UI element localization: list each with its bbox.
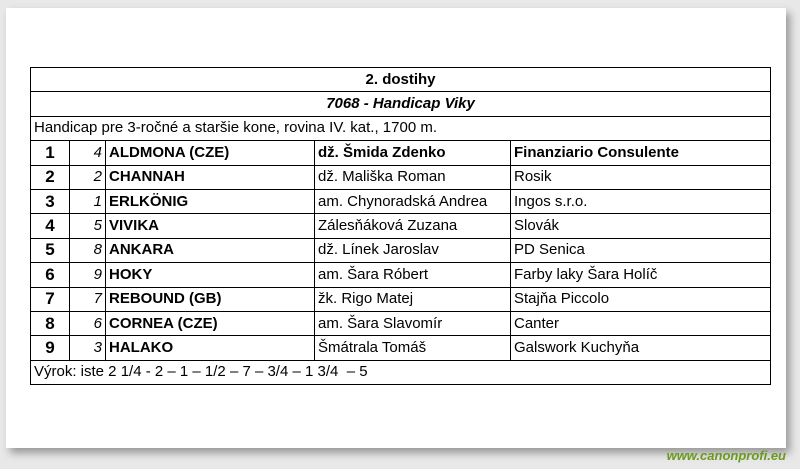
verdict-row	[31, 360, 771, 384]
race-title: 2. dostihy	[31, 68, 771, 92]
jockey-cell: dž. Línek Jaroslav	[315, 238, 511, 262]
horse-name-cell: ALDMONA (CZE)	[106, 141, 315, 165]
table-row	[31, 263, 771, 287]
jockey-cell: žk. Rigo Matej	[315, 287, 511, 311]
horse-name-cell: ERLKÖNIG	[106, 189, 315, 213]
table-row	[31, 141, 771, 165]
race-title-row	[31, 68, 771, 92]
owner-cell: Galswork Kuchyňa	[511, 336, 771, 360]
place-cell: 1	[31, 141, 70, 165]
place-cell: 2	[31, 165, 70, 189]
horse-name-cell: HALAKO	[106, 336, 315, 360]
horse-name-cell: HOKY	[106, 263, 315, 287]
place-cell: 3	[31, 189, 70, 213]
jockey-cell: am. Šara Slavomír	[315, 311, 511, 335]
table-row	[31, 311, 771, 335]
table-row	[31, 336, 771, 360]
horse-number-cell: 4	[70, 141, 106, 165]
jockey-cell: Zálesňáková Zuzana	[315, 214, 511, 238]
place-cell: 4	[31, 214, 70, 238]
place-cell: 6	[31, 263, 70, 287]
race-description-row	[31, 116, 771, 140]
verdict-text: Výrok: iste 2 1/4 - 2 – 1 – 1/2 – 7 – 3/4 – 1 3/4 – 5	[31, 360, 771, 384]
jockey-cell: dž. Mališka Roman	[315, 165, 511, 189]
jockey-cell: dž. Šmida Zdenko	[315, 141, 511, 165]
table-row	[31, 214, 771, 238]
horse-name-cell: ANKARA	[106, 238, 315, 262]
horse-number-cell: 7	[70, 287, 106, 311]
horse-name-cell: CHANNAH	[106, 165, 315, 189]
race-name: 7068 - Handicap Viky	[31, 92, 771, 116]
owner-cell: Farby laky Šara Holíč	[511, 263, 771, 287]
jockey-cell: Šmátrala Tomáš	[315, 336, 511, 360]
place-cell: 9	[31, 336, 70, 360]
horse-number-cell: 9	[70, 263, 106, 287]
horse-number-cell: 2	[70, 165, 106, 189]
horse-number-cell: 6	[70, 311, 106, 335]
jockey-cell: am. Chynoradská Andrea	[315, 189, 511, 213]
horse-number-cell: 3	[70, 336, 106, 360]
horse-name-cell: REBOUND (GB)	[106, 287, 315, 311]
horse-name-cell: VIVIKA	[106, 214, 315, 238]
place-cell: 5	[31, 238, 70, 262]
horse-number-cell: 8	[70, 238, 106, 262]
place-cell: 8	[31, 311, 70, 335]
jockey-cell: am. Šara Róbert	[315, 263, 511, 287]
table-row	[31, 238, 771, 262]
owner-cell: Slovák	[511, 214, 771, 238]
owner-cell: Canter	[511, 311, 771, 335]
table-row	[31, 189, 771, 213]
horse-number-cell: 5	[70, 214, 106, 238]
owner-cell: Rosik	[511, 165, 771, 189]
watermark: www.canonprofi.eu	[666, 448, 786, 463]
race-results-table	[30, 67, 771, 385]
owner-cell: PD Senica	[511, 238, 771, 262]
race-description: Handicap pre 3-ročné a staršie kone, rovina IV. kat., 1700 m.	[31, 116, 771, 140]
race-name-row	[31, 92, 771, 116]
table-row	[31, 165, 771, 189]
horse-name-cell: CORNEA (CZE)	[106, 311, 315, 335]
horse-number-cell: 1	[70, 189, 106, 213]
place-cell: 7	[31, 287, 70, 311]
owner-cell: Finanziario Consulente	[511, 141, 771, 165]
table-row	[31, 287, 771, 311]
owner-cell: Stajňa Piccolo	[511, 287, 771, 311]
owner-cell: Ingos s.r.o.	[511, 189, 771, 213]
